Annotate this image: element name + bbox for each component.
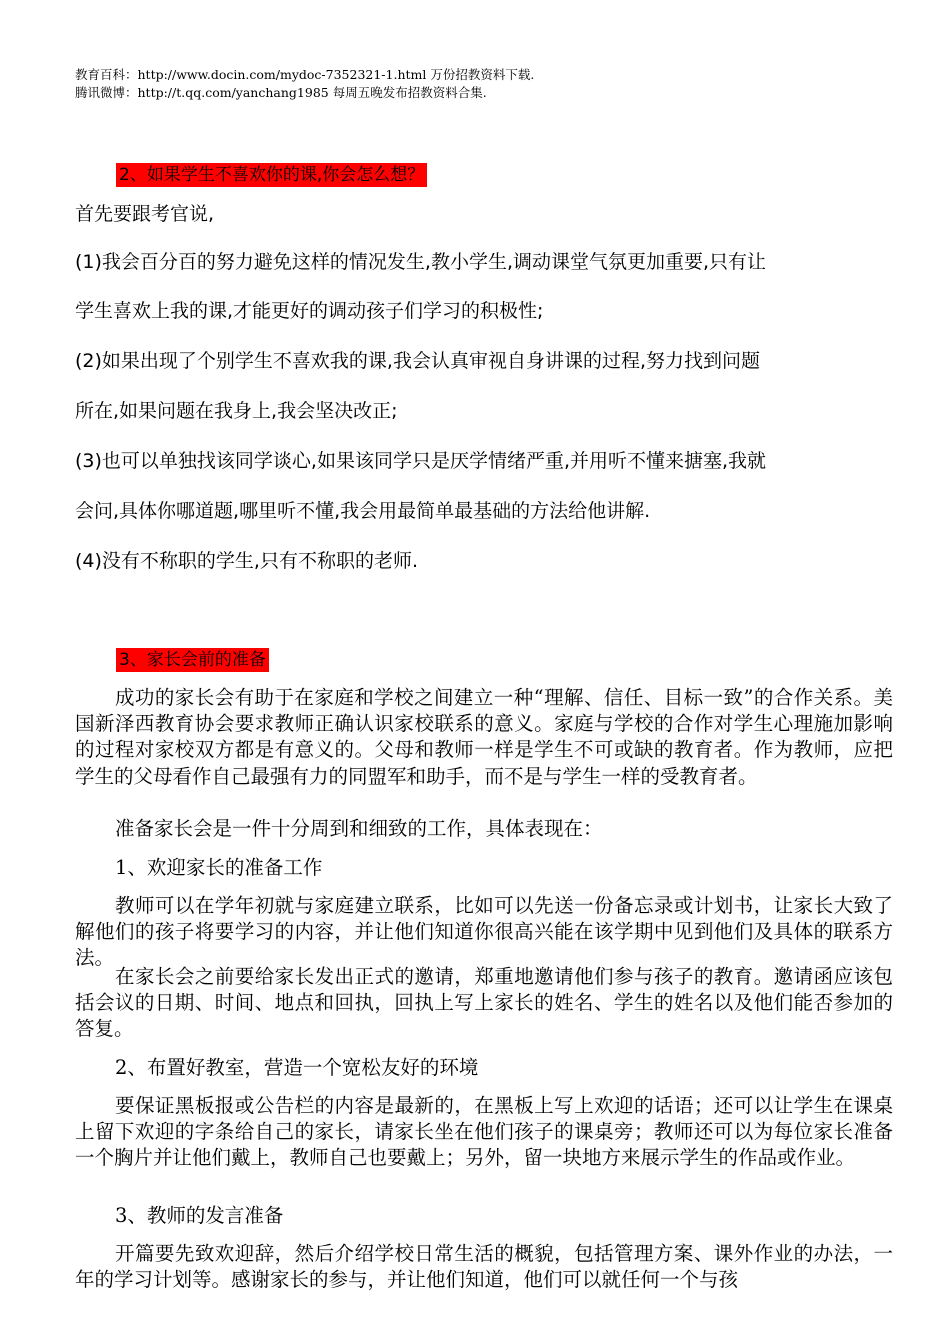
header-line-weibo: 腾讯微博：http://t.qq.com/yanchang1985 每周五晚发布招教资料合集. [75, 85, 487, 100]
qa-line-point-2a: (2)如果出现了个别学生不喜欢我的课,我会认真审视自身讲课的过程,努力找到问题 [75, 350, 760, 372]
qa-line-point-3a: (3)也可以单独找该同学谈心,如果该同学只是厌学情绪严重,并用听不懂来搪塞,我就 [75, 450, 767, 472]
qa-line-point-2b: 所在,如果问题在我身上,我会坚决改正; [75, 400, 398, 422]
section-3-heading: 3、家长会前的准备 [116, 648, 269, 672]
item-2-paragraph-1: 要保证黑板报或公告栏的内容是最新的，在黑板上写上欢迎的话语；还可以让学生在课桌上留下欢迎的字条给自己的家长，请家长坐在他们孩子的课桌旁；教师还可以为每位家长准备一个胸片并让他们戴上，教师自己也要戴上；另外，留一块地方来展示学生的作品或作业。 [75, 1094, 893, 1170]
qa-line-point-4: (4)没有不称职的学生,只有不称职的老师. [75, 550, 418, 572]
item-3-title: 3、教师的发言准备 [115, 1204, 284, 1227]
item-1-paragraph-2: 在家长会之前要给家长发出正式的邀请，郑重地邀请他们参与孩子的教育。邀请函应该包括会议的日期、时间、地点和回执，回执上写上家长的姓名、学生的姓名以及他们能否参加的答复。 [75, 965, 893, 1041]
lead-sentence: 准备家长会是一件十分周到和细致的工作，具体表现在： [115, 817, 603, 840]
header-line-docin: 教育百科：http://www.docin.com/mydoc-7352321-1.html 万份招教资料下载. [75, 67, 535, 82]
intro-paragraph: 成功的家长会有助于在家庭和学校之间建立一种“理解、信任、目标一致”的合作关系。美国新泽西教育协会要求教师正确认识家校联系的意义。家庭与学校的合作对学生心理施加影响的过程对家校双方都是有意义的。父母和教师一样是学生不可或缺的教育者。作为教师，应把学生的父母看作自己最强有力的同盟军和助手，而不是与学生一样的受教育者。 [75, 686, 893, 788]
qa-line-intro: 首先要跟考官说, [75, 203, 215, 225]
item-2-title: 2、布置好教室，营造一个宽松友好的环境 [115, 1056, 479, 1079]
qa-line-point-1a: (1)我会百分百的努力避免这样的情况发生,教小学生,调动课堂气氛更加重要,只有让 [75, 251, 767, 273]
qa-line-point-3b: 会问,具体你哪道题,哪里听不懂,我会用最简单最基础的方法给他讲解. [75, 500, 651, 522]
item-1-paragraph-1: 教师可以在学年初就与家庭建立联系，比如可以先送一份备忘录或计划书，让家长大致了解他们的孩子将要学习的内容，并让他们知道你很高兴能在该学期中见到他们及具体的联系方法。 [75, 894, 893, 970]
item-1-title: 1、欢迎家长的准备工作 [115, 856, 323, 879]
qa-line-point-1b: 学生喜欢上我的课,才能更好的调动孩子们学习的积极性; [75, 300, 544, 322]
section-2-heading: 2、如果学生不喜欢你的课,你会怎么想？ [116, 163, 427, 187]
item-3-paragraph-1: 开篇要先致欢迎辞，然后介绍学校日常生活的概貌，包括管理方案、课外作业的办法，一年的学习计划等。感谢家长的参与，并让他们知道，他们可以就任何一个与孩 [75, 1242, 893, 1292]
